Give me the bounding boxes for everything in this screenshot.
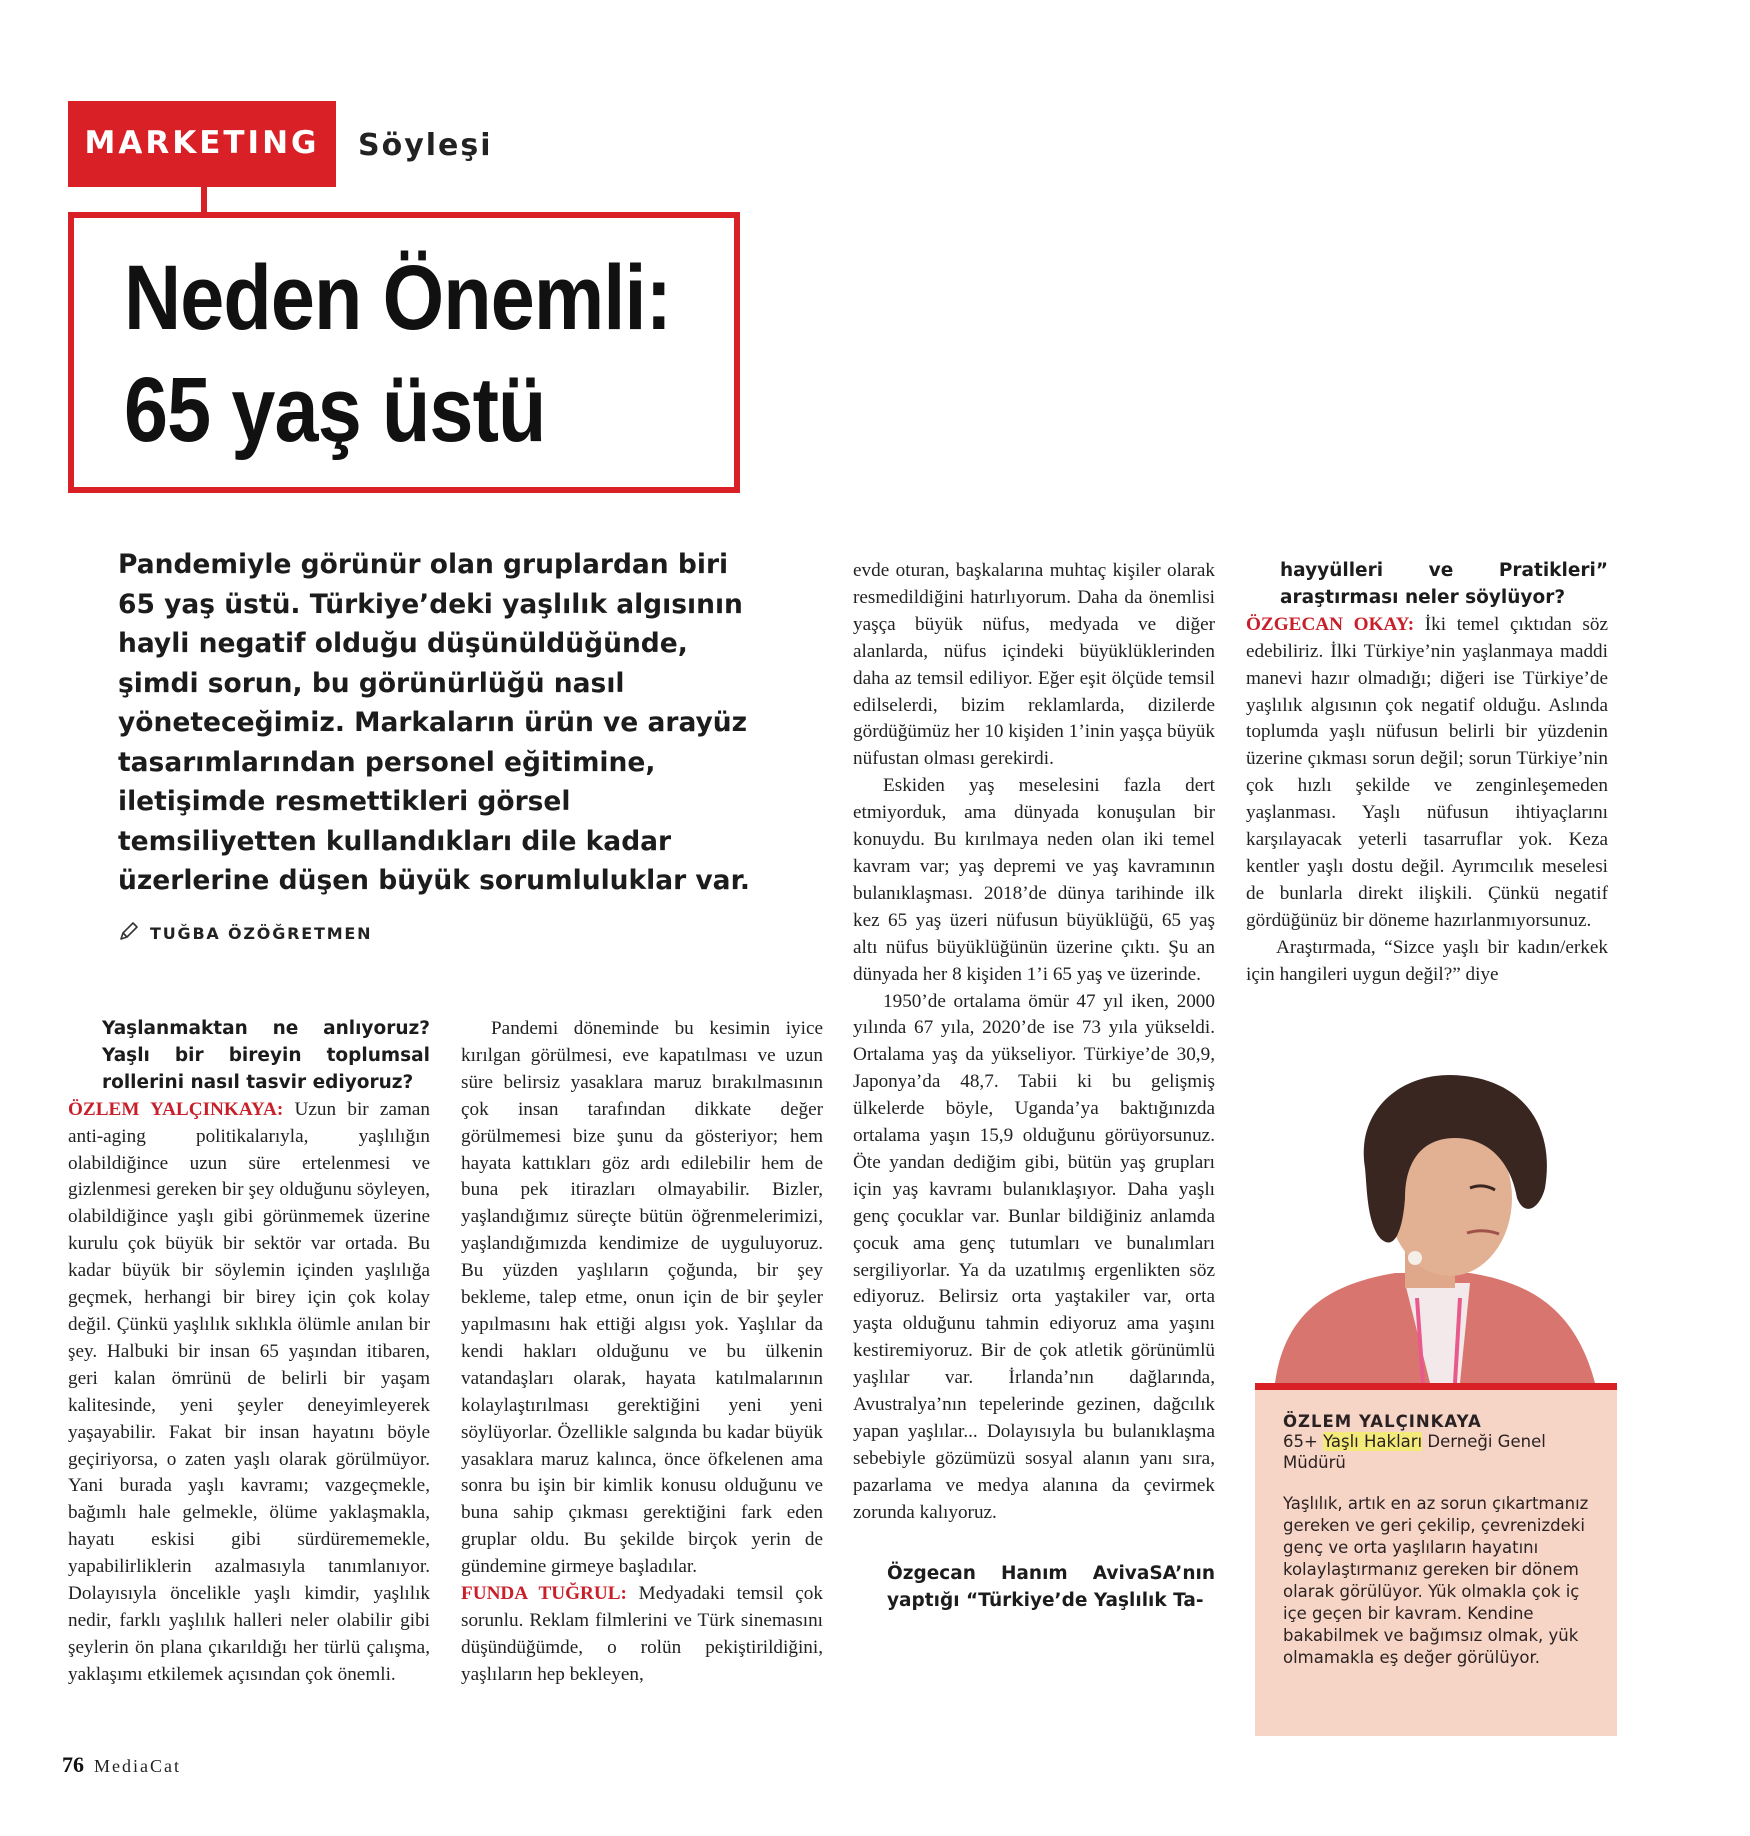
answer-text: Medyadaki temsil çok sorunlu. Reklam filmlerini ve Türk sinemasını düşündüğümde, o rolün pekiştirildiğini, yaşlıların hep bekleyen, (461, 1583, 823, 1685)
photo-divider (1255, 1383, 1617, 1390)
title-line-1: Neden Önemli: (124, 247, 672, 349)
page-title (124, 242, 671, 466)
section-tag (68, 101, 336, 187)
body-paragraph: Araştırmada, “Sizce yaşlı bir kadın/erkek için hangileri uygun değil?” diye (1246, 936, 1608, 985)
answer-paragraph (1246, 612, 1608, 935)
column-2 (461, 1016, 823, 1689)
question-heading: Yaşlanmaktan ne anlıyoruz? Yaşlı bir bireyin toplumsal rollerini nasıl tasvir ediyoruz? (102, 1018, 430, 1093)
body-paragraph: 1950’de ortalama ömür 47 yıl iken, 2000 yılında 67 yıla, 2020’de ise 73 yıla yükseldi. Ortalama yaş da yükseliyor. Türkiye’de 30,9, Japonya’da 48,7. Tabii ki bu gelişmiş ülkelerde böyle, Uganda’ya baktığınızda ortalama yaşın 15,9 olduğunu görüyorsunuz. Öte yandan dediğim gibi, bütün yaş grupları için yaş kavramı bulanıklaşıyor. Daha yaşlı genç çocuklar var. Bunlar bildiğiniz anlamda çocuk ama genç tutumları ve bunalımları sergiliyorlar. Ya da uzatılmış ergenlikten söz ediyoruz. Belirsiz orta yaştakiler var, orta yaşta olduğunu tahmin ediyoruz ama yaşını kestiremiyoruz. Bir de çok atletik görünümlü yaşlılar var. İrlanda’nın dağlarında, Avustralya’nın tepelerinde gezinen, dağcılık yapan yaşlılar... Dolayısıyla bu bulanıklaşma sebebiyle gözümüzü sosyal alanın yanı sıra, pazarlama ve medya alanına da çevirmek zorunda kalıyoruz. (853, 990, 1215, 1523)
answer-text: İki temel çıktıdan söz edebiliriz. İlki Türkiye’nin yaşlanmaya maddi manevi hazır olmadığı; diğeri ise Türkiye’de yaşlılık algısının çok negatif olduğu. Aslında toplumda yaşlı nüfusun belirli bir yüzdenin üzerine çıkması sorun değil; sorun Türkiye’nin çok hızlı şekilde ve zenginleşemeden yaşlanması. Yaşlı nüfusun ihtiyaçlarını karşılayacak yeterli tasarruflar yok. Keza kentler yaşlı dostu değil. Ayrımcılık meselesi de bunlarla direkt ilişkili. Çünkü negatif gördüğünüz bir döneme hazırlanmıyorsunuz. (1246, 613, 1608, 931)
role-highlight: Yaşlı Hakları (1323, 1432, 1423, 1451)
column-3 (853, 558, 1215, 1614)
body-paragraph: Pandemi döneminde bu kesimin iyice kırılgan görülmesi, eve kapatılması ve uzun süre belirsiz yasaklara maruz bırakılmasının çok insan tarafından dikkate değer görülmemesi bize şunu da gösteriyor; hem hayata kattıkları göz ardı edilebilir hem de buna pek itirazları olmayabilir. Bizler, yaşlandığımız süreçte bütün öğrenmelerimizi, yaşlandığımızda kendimize de uyguluyoruz. Bu yüzden yaşlıların çoğunda, bir şey bekleme, talep etme, onun için de bir şeyler yapılmasını hak ettiği algısı yok. Yaşlılar da kendi hakları olduğunu ve bu ülkenin vatandaşları olarak, hayata katılmalarının kolaylaştırılması gerektiğini yeni yeni söylüyorlar. Özellikle salgında bu kadar büyük yasaklara maruz kalınca, önce öfkelenen ama sonra bu işin bir kimlik konusu olduğunu ve buna sahip çıkması gerektiğini fark eden gruplar oldu. Bu şekilde birçok yerin de gündemine girmeye başladılar. (461, 1018, 823, 1578)
column-1 (68, 1016, 430, 1689)
tag-connector-line (201, 187, 207, 215)
lead-paragraph: Pandemiyle görünür olan gruplardan biri 65 yaş üstü. Türkiye’deki yaşlılık algısının hayli negatif olduğu düşünüldüğünde, şimdi sorun, bu görünürlüğü nasıl yöneteceğimiz. Markaların ürün ve arayüz tasarımlarından personel eğitimine, iletişimde resmettikleri görsel temsiliyetten kullandıkları dile kadar üzerlerine düşen büyük sorumluluklar var. (118, 549, 750, 896)
profile-role (1283, 1431, 1589, 1473)
answer-paragraph (68, 1097, 430, 1689)
profile-box (1255, 1390, 1617, 1736)
question-heading: hayyülleri ve Pratikleri” araştırması neler söylüyor? (1280, 560, 1608, 608)
speaker-name: ÖZGECAN OKAY: (1246, 613, 1415, 635)
title-box (68, 212, 740, 493)
speaker-name: ÖZLEM YALÇINKAYA: (68, 1098, 284, 1120)
title-line-2: 65 yaş üstü (124, 359, 546, 461)
body-paragraph: Eskiden yaş meselesini fazla dert etmiyorduk, ama dünyada konuşulan bir konuydu. Bu kırılmaya neden olan iki temel kavram var; yaş depremi ve yaş kavramının bulanıklaşması. 2018’de dünya tarihinde ilk kez 65 yaş üzeri nüfusun büyüklüğü, 65 yaş altı nüfus büyüklüğünün üzerine çıktı. Şu an dünyada her 8 kişiden 1’i 65 yaş ve üzerinde. (853, 775, 1215, 985)
profile-name: ÖZLEM YALÇINKAYA (1283, 1412, 1482, 1431)
section-label: MARKETING (84, 125, 320, 161)
answer-paragraph (461, 1581, 823, 1689)
answer-text: Uzun bir zaman anti-aging politikalarıyla, yaşlılığın olabildiğince uzun süre ertelenmesi ve gizlenmesi gereken bir şey olduğunu söyleyen, olabildiğince yaşlı gibi görünmemek üzerine kurulu çok büyük bir sektör var ortada. Bu kadar büyük bir söylemin içinden yaşlılığa geçmek, herhangi bir birey için çok kolay değil. Çünkü yaşlılık sıklıkla ölümle anılan bir şey. Halbuki bir insan 65 yaşından itibaren, geri kalan ömrünü de belirli bir yaşam kalitesinde, yeni şeyler deneyimleyerek yaşayabilir. Fakat bir insan hayatını böyle geçiriyorsa, o zaten yaşlı olarak görülmüyor. Yani burada yaşlı kavramı; vazgeçmekle, bağımlı hale gelmekle, ölüme yaklaşmakla, hayatı eskisi gibi sürdürememekle, yapabilirliklerin azalmasıyla tanımlanıyor. Dolayısıyla öncelikle yaşlı kimdir, yaşlılık nedir, farklı yaşlılık halleri neler olabilir gibi şeylerin ön plana çıkarıldığı her türlü çalışma, yaklaşımı etkilemek açısından çok önemli. (68, 1098, 430, 1685)
pencil-icon (118, 920, 140, 947)
body-paragraph: evde oturan, başkalarına muhtaç kişiler olarak resmedildiğini hatırlıyorum. Daha da önemlisi yaşça büyük nüfus, medyada ve diğer alanlarda, nüfus içindeki büyüklüklerinden daha az temsil ediliyor. Eğer eşit ölçüde temsil edilselerdi, bizim reklamlarda, dizilerde gördüğümüz her 10 kişiden 1’inin yaşça büyük nüfustan olması gerekirdi. (853, 560, 1215, 770)
byline (118, 920, 372, 947)
author-name: TUĞBA ÖZÖĞRETMEN (150, 924, 373, 943)
subsection-label: Söyleşi (358, 128, 493, 163)
role-prefix: 65+ (1283, 1432, 1318, 1451)
column-4 (1246, 558, 1608, 989)
page-number: 76 (62, 1752, 84, 1777)
profile-quote: Yaşlılık, artık en az sorun çıkartmanız gereken ve geri çekilip, çevrenizdeki genç ve orta yaşlıların hayatını kolaylaştırmanız gereken bir dönem olarak görülüyor. Yük olmakla çok iç içe geçen bir kavram. Kendine bakabilmek ve bağımsız olmak, yük olmamakla eş değer görülüyor. (1283, 1494, 1589, 1667)
question-heading: Özgecan Hanım AvivaSA’nın yaptığı “Türkiye’de Yaşlılık Ta- (887, 1562, 1215, 1611)
speaker-name: FUNDA TUĞRUL: (461, 1583, 627, 1605)
role-suffix: Derneği Genel Müdürü (1283, 1432, 1546, 1472)
page-footer (62, 1752, 181, 1778)
magazine-name: MediaCat (94, 1756, 181, 1776)
portrait-photo (1255, 1058, 1607, 1383)
